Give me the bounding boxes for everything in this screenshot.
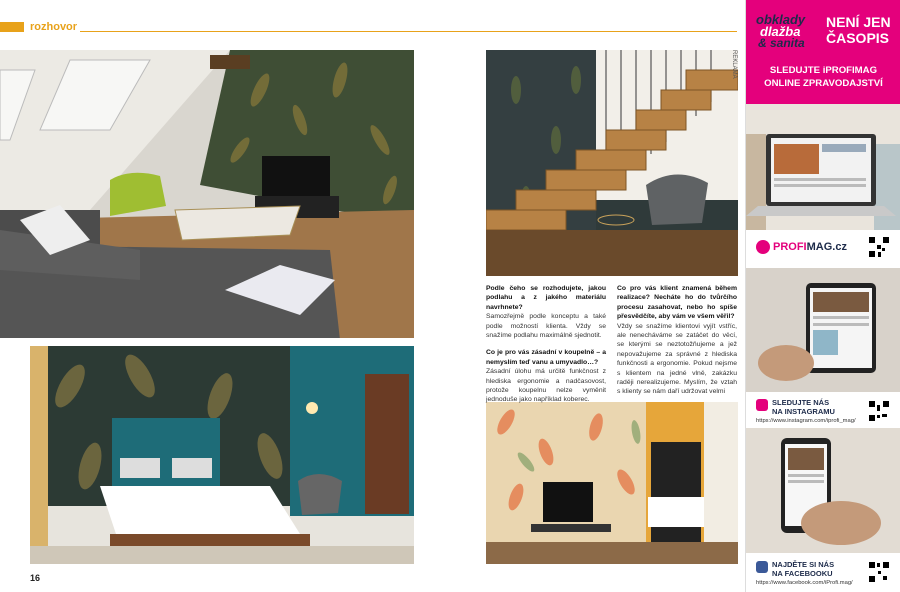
- question: Podle čeho se rozhodujete, jakou podlahu a z jakého materiálu navrhnete?: [486, 285, 606, 311]
- page-number: 16: [30, 573, 41, 583]
- facebook-url[interactable]: https://www.facebook.com/iProfi.mag/: [756, 580, 853, 586]
- interview-column-2: [617, 284, 737, 405]
- instagram-url[interactable]: https://www.instagram.com/iprofi_mag/: [756, 418, 856, 424]
- photo-attic-living-room: [0, 50, 414, 338]
- facebook-block: NAJDĚTE SI NÁS NA FACEBOOKU: [756, 561, 834, 578]
- advert-subtitle: SLEDUJTE iPROFIMAG ONLINE ZPRAVODAJSTVÍ: [764, 65, 883, 89]
- photo-bedroom: [30, 346, 414, 564]
- instagram-icon: [756, 399, 768, 411]
- question: Co pro vás klient znamená během realizace? Necháte ho do tvůrčího procesu zasahovat, nebo ho spíše přesvědčíte, aby vám ve všem věřil?: [617, 285, 737, 321]
- laptop-image: [746, 104, 900, 230]
- interview-column-1: [486, 284, 606, 413]
- profimag-brand: PROFIMAG.cz: [756, 240, 847, 254]
- magazine-logo: obklady dlažba & sanita: [756, 12, 806, 50]
- facebook-qr-code[interactable]: [868, 561, 890, 583]
- photo-floral-room: [486, 402, 738, 564]
- website-qr-code[interactable]: [868, 236, 890, 258]
- header-rule: [80, 31, 737, 32]
- instagram-qr-code[interactable]: [868, 400, 890, 422]
- profimag-advert: [745, 0, 900, 592]
- section-label: rozhovor: [30, 21, 78, 33]
- tablet-image: [746, 268, 900, 392]
- advert-banner: [746, 0, 900, 104]
- answer: Zásadní úlohu má určitě funkčnost z hlediska ergonomie a nadčasovost, protože koupelnu nelze vyměnit jednoduše jako například koberec.: [486, 368, 606, 404]
- side-label: REKLAMA: [731, 50, 737, 79]
- advert-headline: NENÍ JEN ČASOPIS: [826, 14, 891, 46]
- section-marker: [0, 22, 24, 32]
- answer: Samozřejmě podle konceptu a také podle možností klienta. Vždy se snažíme podlahu maximálně sjednotit.: [486, 313, 606, 340]
- globe-icon: [756, 240, 770, 254]
- facebook-icon: [756, 561, 768, 573]
- photo-staircase: [486, 50, 738, 276]
- question: Co je pro vás zásadní v koupelně – a nemyslím teď vanu a umyvadlo…?: [486, 349, 606, 366]
- answer: Vždy se snažíme klientovi vyjít vstříc, ale nenecháváme se zatáčet do věcí, se kterými se neztotožňujeme a jež nepovažujeme za správné z hlediska funkčnosti a ergonomie. Pokud nejsme s klientem na jedné vlně, zakázku raději nerealizujeme. Myslím, že vztah s klienty se nám daří udržovat velmi: [617, 322, 737, 396]
- phone-image: [746, 428, 900, 553]
- instagram-block: SLEDUJTE NÁS NA INSTAGRAMU: [756, 399, 835, 416]
